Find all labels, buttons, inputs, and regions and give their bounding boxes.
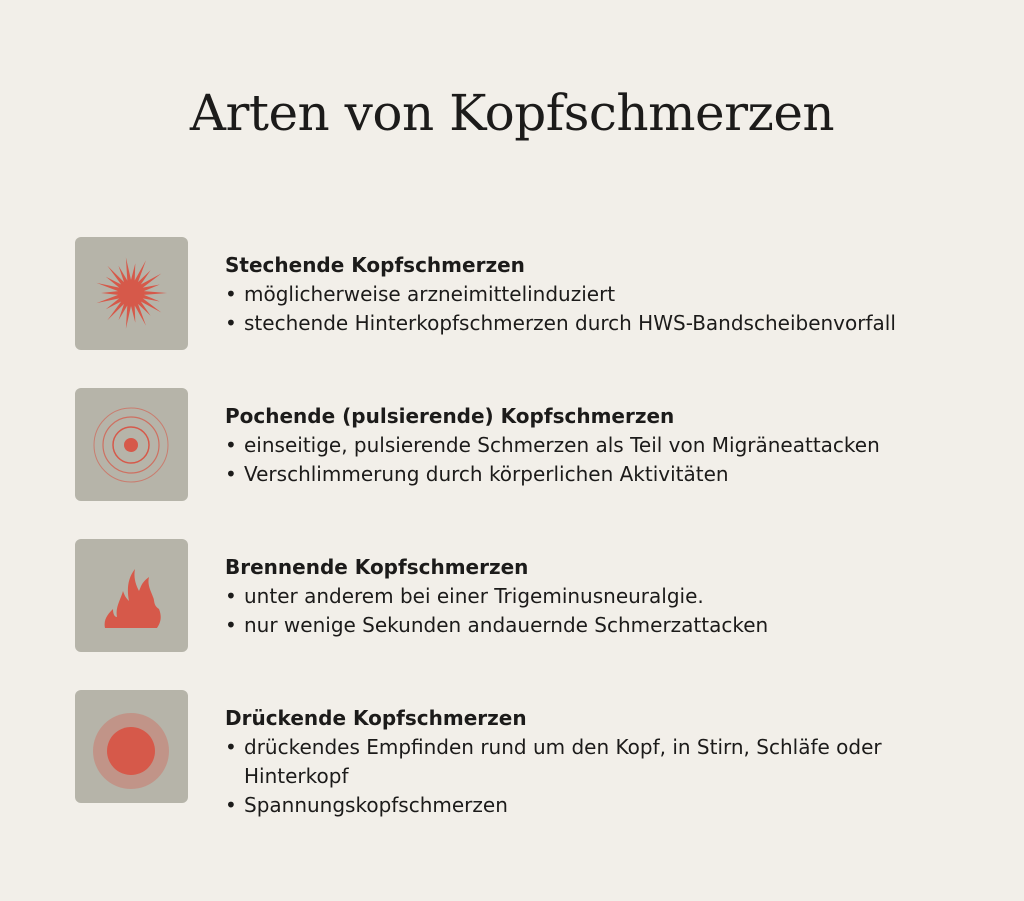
headache-type-pressing <box>75 690 1005 817</box>
pressure-circle-icon <box>75 690 188 803</box>
headache-type-throbbing <box>75 388 1005 502</box>
pulse-rings-icon <box>75 388 188 501</box>
bullet: • stechende Hinterkopfschmerzen durch HWS-Bandscheibenvorfall <box>225 309 896 338</box>
bullet: • drückendes Empfinden rund um den Kopf, in Stirn, Schläfe oder Hinterkopf <box>225 733 924 791</box>
bullet: • möglicherweise arzneimittelinduziert <box>225 280 896 309</box>
page-title: Arten von Kopfschmerzen <box>189 84 835 142</box>
headache-type-burning <box>75 539 1005 653</box>
icon-tile <box>75 690 188 803</box>
item-heading: Stechende Kopfschmerzen <box>225 253 525 277</box>
bullet: • einseitige, pulsierende Schmerzen als Teil von Migräneattacken <box>225 431 880 460</box>
item-heading: Pochende (pulsierende) Kopfschmerzen <box>225 404 675 428</box>
headache-type-stabbing <box>75 237 1005 351</box>
bullet: • Verschlimmerung durch körperlichen Aktivitäten <box>225 460 880 489</box>
item-heading: Brennende Kopfschmerzen <box>225 555 529 579</box>
item-heading: Drückende Kopfschmerzen <box>225 706 527 730</box>
icon-tile <box>75 388 188 501</box>
bullet: • unter anderem bei einer Trigeminusneuralgie. <box>225 582 768 611</box>
starburst-icon <box>75 237 188 350</box>
icon-tile <box>75 237 188 350</box>
bullet: • Spannungskopfschmerzen <box>225 791 924 820</box>
icon-tile <box>75 539 188 652</box>
flame-icon <box>75 539 188 652</box>
bullet: • nur wenige Sekunden andauernde Schmerzattacken <box>225 611 768 640</box>
